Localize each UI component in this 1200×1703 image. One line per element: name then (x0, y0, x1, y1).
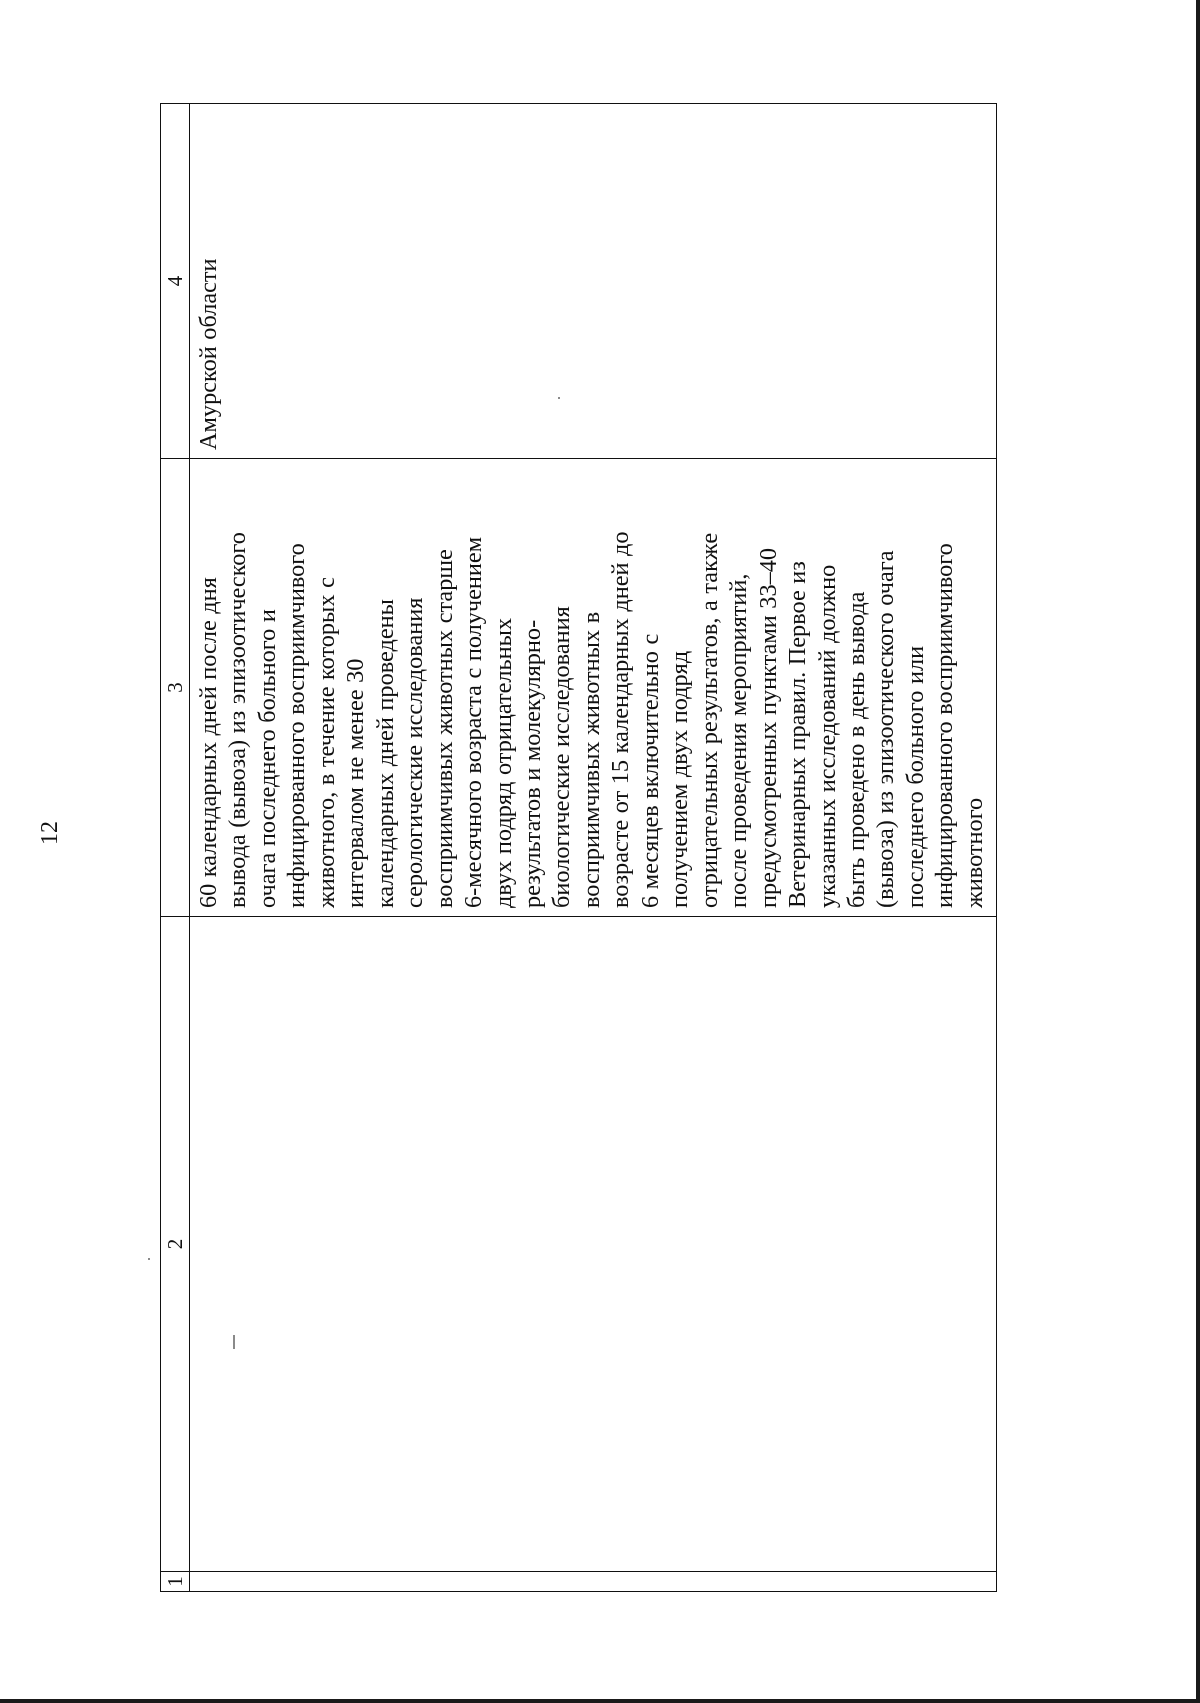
cell-text-line: биологические исследования (548, 606, 576, 908)
cell-text-line: очага последнего больного и (253, 609, 281, 908)
cell-text-line: Ветеринарных правил. Первое из (784, 561, 812, 908)
cell-text-line: указанных исследований должно (813, 564, 841, 908)
cell-col-4-text: Амурской области (195, 258, 222, 450)
cell-text-line: 6-месячного возраста с получением (460, 536, 488, 908)
cell-text-line: быть проведено в день вывода (842, 591, 870, 908)
cell-text-line: 6 месяцев включительно с (636, 633, 664, 908)
cell-col-2 (190, 917, 997, 1572)
cell-text-line: инфицированного восприимчивого (931, 543, 959, 908)
header-cell-4: 4 (161, 104, 190, 459)
table-wrapper (160, 104, 996, 1592)
page-number: 12 (37, 821, 63, 845)
table-row (190, 104, 997, 1592)
scan-speck (148, 1258, 150, 1260)
scan-edge-right (1196, 0, 1200, 1703)
cell-text-line: отрицательных результатов, а также (695, 532, 723, 908)
cell-text-line: (вывоза) из эпизоотического очага (872, 550, 900, 908)
cell-col-4 (190, 104, 997, 459)
cell-col-3-text (190, 459, 989, 916)
header-cell-2: 2 (161, 917, 190, 1572)
data-table (160, 103, 997, 1592)
cell-text-line: двух подряд отрицательных (489, 617, 517, 908)
cell-text-line: серологические исследования (401, 597, 429, 908)
header-cell-3: 3 (161, 459, 190, 917)
cell-text-line: интервалом не менее 30 (342, 658, 370, 908)
cell-text-line: календарных дней проведены (371, 599, 399, 908)
cell-text-line: восприимчивых животных в (577, 611, 605, 908)
cell-text-line: предусмотренных пунктами 33–40 (754, 547, 782, 908)
cell-text-line: последнего больного или (901, 645, 929, 908)
cell-text-line: вывода (вывоза) из эпизоотического (224, 532, 252, 908)
cell-col-3 (190, 459, 997, 917)
cell-text-line: результатов и молекулярно- (518, 619, 546, 908)
scan-edge-bottom (0, 1699, 1200, 1703)
header-cell-1: 1 (161, 1572, 190, 1592)
cell-text-line: возрасте от 15 календарных дней до (607, 531, 635, 908)
cell-text-line: после проведения мероприятий, (725, 573, 753, 908)
cell-text-line: животного, в течение которых с (312, 577, 340, 908)
cell-col-1 (190, 1572, 997, 1592)
cell-text-line: животного (960, 797, 988, 908)
cell-text-line: 60 календарных дней после дня (195, 577, 222, 908)
cell-text-line: инфицированного восприимчивого (283, 543, 311, 908)
cell-text-line: получением двух подряд (666, 650, 694, 908)
cell-text-line: восприимчивых животных старше (430, 549, 458, 908)
table-header-row (161, 104, 190, 1592)
